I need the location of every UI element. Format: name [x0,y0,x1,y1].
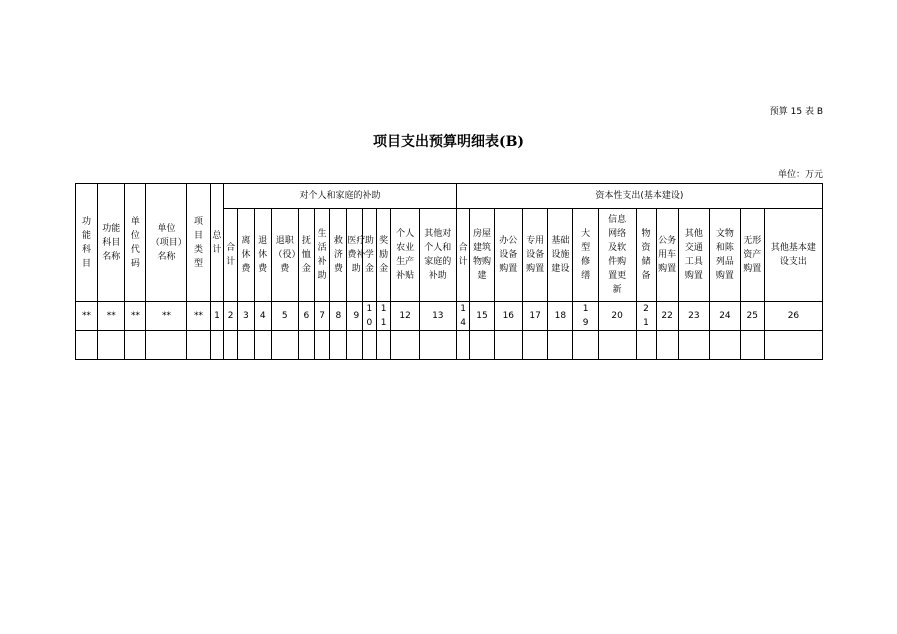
left-header-5 [187,184,210,302]
capital-header-11 [710,209,741,302]
data-cell-4 [146,331,187,360]
code-cell-14 [347,302,363,331]
data-cell-20 [470,331,494,360]
data-cell-1 [76,331,98,360]
code-cell-3-text: ** [130,311,140,321]
personal-header-5-text: 抚恤金 [301,236,311,274]
data-cell-13 [330,331,347,360]
group-header-personal: 对个人和家庭的补助 [224,184,456,209]
personal-header-8 [347,209,366,302]
code-cell-6-text: 1 [214,311,220,321]
personal-header-12 [419,209,456,302]
left-header-3 [125,184,146,302]
capital-header-3 [494,209,522,302]
code-cell-22-text: 17 [529,311,541,321]
code-cell-15-text: 10 [366,304,373,328]
code-cell-7-text: 2 [227,311,234,321]
code-cell-29 [710,302,741,331]
data-cell-24 [573,331,598,360]
personal-header-8-text: 医疗费补助 [347,236,366,274]
data-cell-8 [237,331,254,360]
personal-header-3 [254,209,271,302]
code-cell-10 [271,302,298,331]
code-cell-12 [314,302,330,331]
data-cell-30 [740,331,764,360]
data-cell-31 [764,331,822,360]
code-cell-4-text: ** [161,311,171,321]
code-cell-30 [740,302,764,331]
code-cell-24-text: 19 [582,304,589,328]
code-cell-14-text: 9 [353,311,360,321]
code-cell-23-text: 18 [554,311,567,321]
left-header-6-text: 总计 [212,230,222,255]
budget-detail-table [75,183,823,360]
code-cell-26-text: 21 [643,304,649,328]
data-cell-9 [254,331,271,360]
code-cell-4 [146,302,187,331]
code-cell-28 [678,302,710,331]
personal-header-12-text: 其他对个人和家庭的补助 [424,229,452,281]
capital-header-3-text: 办公设备购置 [499,236,518,274]
data-cell-10 [271,331,298,360]
left-header-1 [76,184,98,302]
data-cell-22 [523,331,548,360]
capital-header-4-text: 专用设备购置 [526,236,545,274]
code-cell-21-text: 16 [502,311,515,321]
data-cell-25 [598,331,636,360]
code-cell-10-text: 5 [281,311,288,321]
data-cell-14 [347,331,363,360]
code-cell-9-text: 4 [259,311,266,321]
capital-header-5 [548,209,573,302]
capital-header-6-text: 大型修缮 [581,229,591,281]
personal-header-1-text: 合计 [226,243,236,267]
personal-header-10 [376,209,391,302]
code-cell-24 [573,302,598,331]
code-cell-22 [523,302,548,331]
left-header-5-text: 项目类型 [194,216,204,269]
data-cell-6 [210,331,224,360]
code-cell-18 [419,302,456,331]
code-cell-8-text: 3 [242,311,249,321]
capital-header-7 [598,209,636,302]
code-cell-5-text: ** [194,311,204,321]
code-cell-27 [656,302,678,331]
code-cell-8 [237,302,254,331]
personal-header-1 [224,209,238,302]
code-cell-5 [187,302,210,331]
capital-header-10-text: 其他交通工具购置 [684,229,703,281]
code-cell-20-text: 15 [476,311,488,321]
capital-header-9 [656,209,678,302]
data-cell-11 [298,331,314,360]
capital-header-13 [764,209,822,302]
code-cell-16-text: 11 [380,304,387,328]
empty-data-row [76,331,823,360]
left-header-2 [98,184,125,302]
code-cell-25 [598,302,636,331]
data-cell-5 [187,331,210,360]
personal-header-7 [330,209,347,302]
code-cell-27-text: 22 [661,311,673,321]
code-cell-3 [125,302,146,331]
group-header-capital: 资本性支出(基本建设) [456,184,822,209]
data-cell-7 [224,331,238,360]
code-cell-13-text: 8 [335,311,342,321]
form-number: 预算 15 表 B [769,107,823,117]
personal-header-2-text: 离休费 [241,236,251,274]
personal-header-7-text: 救济费 [333,236,343,274]
capital-header-6 [573,209,598,302]
code-cell-9 [254,302,271,331]
code-cell-2 [98,302,125,331]
code-cell-21 [494,302,522,331]
capital-header-13-text: 其他基本建设支出 [770,243,816,267]
personal-header-11 [391,209,419,302]
data-cell-17 [391,331,419,360]
code-cell-7 [224,302,238,331]
capital-header-2 [470,209,494,302]
code-cell-1 [76,302,98,331]
capital-header-11-text: 文物和陈列品购置 [715,229,734,281]
code-cell-29-text: 24 [719,311,731,321]
code-cell-25-text: 20 [611,311,623,321]
code-row [76,302,823,331]
data-cell-26 [636,331,656,360]
code-cell-19-text: 14 [460,304,466,328]
code-cell-1-text: ** [82,311,92,321]
personal-header-9-text: 助学金 [364,236,374,274]
capital-header-4 [523,209,548,302]
code-cell-17 [391,302,419,331]
data-cell-28 [678,331,710,360]
capital-header-9-text: 公务用车购置 [658,236,677,274]
data-cell-2 [98,331,125,360]
code-cell-26 [636,302,656,331]
code-cell-6 [210,302,224,331]
code-cell-28-text: 23 [688,311,700,321]
code-cell-23 [548,302,573,331]
code-cell-15 [363,302,377,331]
data-cell-18 [419,331,456,360]
capital-header-1 [456,209,470,302]
personal-header-4-text: 退职（役）费 [273,236,297,274]
unit-label: 单位：万元 [777,170,823,180]
personal-header-5 [298,209,314,302]
left-header-4-text: 单位（项目）名称 [150,223,183,262]
left-header-4 [146,184,187,302]
capital-header-12 [740,209,764,302]
code-cell-11 [298,302,314,331]
data-cell-16 [376,331,391,360]
capital-header-8-text: 物资储备 [641,229,651,281]
data-cell-15 [363,331,377,360]
code-cell-31 [764,302,822,331]
code-cell-2-text: ** [106,311,116,321]
capital-header-7-text: 信息网络及软件购置更新 [608,215,627,295]
left-header-1-text: 功能科目 [82,216,92,269]
code-cell-30-text: 25 [746,311,758,321]
code-cell-12-text: 7 [319,311,325,321]
personal-header-6 [314,209,330,302]
capital-header-1-text: 合计 [458,243,468,267]
code-cell-19 [456,302,470,331]
code-cell-11-text: 6 [303,311,310,321]
capital-header-10 [678,209,710,302]
data-cell-21 [494,331,522,360]
capital-header-8 [636,209,656,302]
personal-header-11-text: 个人农业生产补贴 [396,229,415,281]
data-cell-12 [314,331,330,360]
personal-header-9 [363,209,377,302]
page-title: 项目支出预算明细表(B) [372,134,525,150]
left-header-6 [210,184,224,302]
data-cell-27 [656,331,678,360]
code-cell-16 [376,302,391,331]
personal-header-10-text: 奖励金 [379,236,389,274]
code-cell-13 [330,302,347,331]
data-cell-29 [710,331,741,360]
left-header-2-text: 功能科目名称 [102,223,121,262]
personal-header-2 [237,209,254,302]
personal-header-4 [271,209,298,302]
capital-header-5-text: 基础设施建设 [551,236,570,274]
data-cell-23 [548,331,573,360]
code-cell-17-text: 12 [399,311,411,321]
code-cell-18-text: 13 [432,311,444,321]
left-header-3-text: 单位代码 [130,216,140,269]
capital-header-12-text: 无形资产购置 [743,236,762,274]
data-cell-19 [456,331,470,360]
data-cell-3 [125,331,146,360]
code-cell-20 [470,302,494,331]
personal-header-3-text: 退休费 [258,236,268,274]
code-cell-31-text: 26 [787,311,800,321]
header-row-groups [76,184,823,209]
capital-header-2-text: 房屋建筑物购建 [473,229,492,281]
personal-header-6-text: 生活补助 [317,229,327,281]
